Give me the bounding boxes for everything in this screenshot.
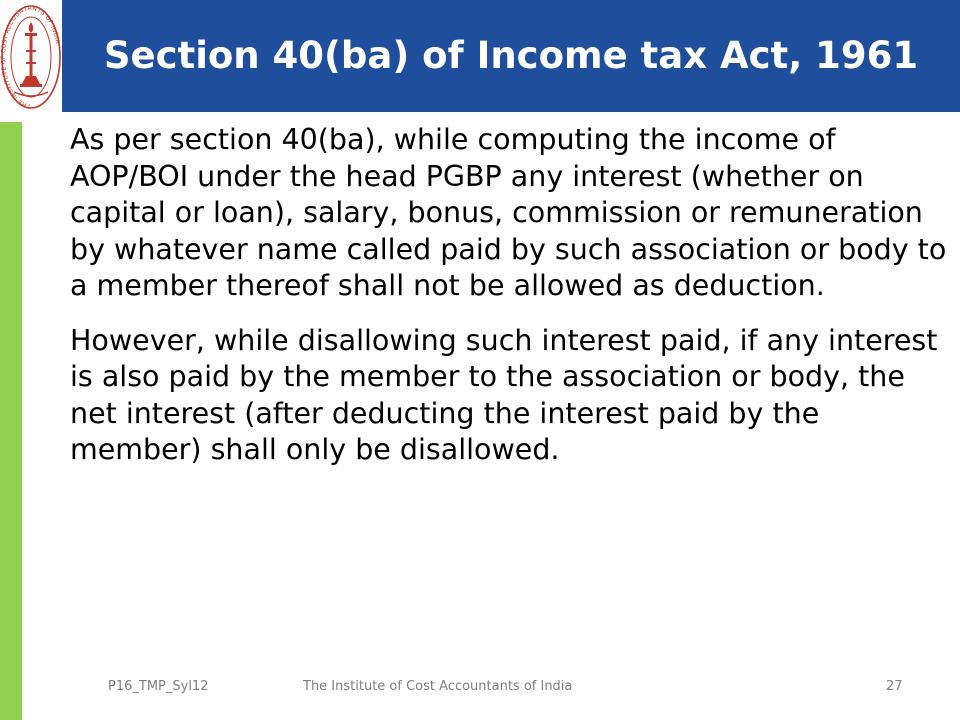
logo-area — [0, 0, 62, 112]
title-bar — [62, 0, 960, 112]
page-number: 27 — [886, 679, 903, 694]
side-accent-bar — [0, 122, 22, 720]
footer-code: P16_TMP_Syl12 — [108, 679, 209, 694]
slide-title: Section 40(ba) of Income tax Act, 1961 — [103, 34, 919, 77]
slide-body — [70, 122, 950, 487]
slide-footer — [0, 679, 960, 699]
seal-ring-text: THE INSTITUTE OF COST ACCOUNTANTS OF INDIA — [0, 4, 61, 110]
institute-seal-icon — [0, 0, 62, 112]
body-paragraph-1: As per section 40(ba), while computing the income of AOP/BOI under the head PGBP any interest (whether on capital or loan), salary, bonus, commission or remuneration by whatever name called paid by such association or body to a member thereof shall not be allowed as deduction. — [70, 123, 947, 302]
body-paragraph-2: However, while disallowing such interest paid, if any interest is also paid by the member to the association or body, the net interest (after deducting the interest paid by the member) shall only be disallowed. — [70, 323, 938, 466]
footer-institute: The Institute of Cost Accountants of India — [303, 679, 573, 694]
